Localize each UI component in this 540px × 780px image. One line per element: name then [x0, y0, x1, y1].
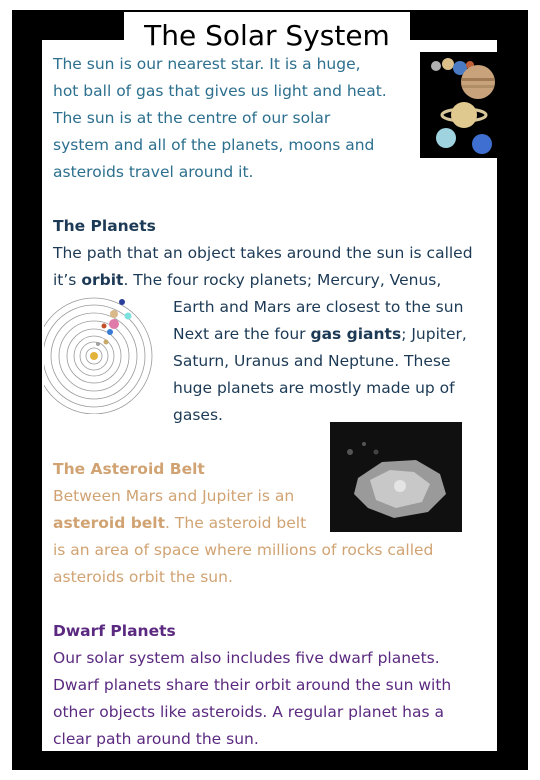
planets-line-2: it’s orbit. The four rocky planets; Mercury, Venus,	[53, 271, 442, 289]
planets-heading: The Planets	[53, 217, 156, 235]
asteroid-line-2: asteroid belt. The asteroid belt	[53, 514, 307, 532]
asteroid-heading: The Asteroid Belt	[53, 460, 205, 478]
planets-line-5: Saturn, Uranus and Neptune. These	[173, 352, 451, 370]
asteroid-line-3: is an area of space where millions of rocks called	[53, 541, 434, 559]
orbit-term: orbit	[81, 271, 124, 289]
gas-giants-term: gas giants	[310, 325, 402, 343]
planets-line-6: huge planets are mostly made up of	[173, 379, 455, 397]
asteroid-belt-term: asteroid belt	[53, 514, 166, 532]
asteroid-image	[330, 422, 462, 532]
page-title: The Solar System	[144, 19, 390, 52]
intro-line-1: The sun is our nearest star. It is a huge,	[53, 55, 361, 73]
planets-line-3: Earth and Mars are closest to the sun	[173, 298, 464, 316]
intro-line-4: system and all of the planets, moons and	[53, 136, 375, 154]
dwarf-heading: Dwarf Planets	[53, 622, 176, 640]
intro-line-3: The sun is at the centre of our solar	[53, 109, 331, 127]
planets-image	[420, 52, 504, 158]
asteroid-line-1: Between Mars and Jupiter is an	[53, 487, 295, 505]
dwarf-line-4: clear path around the sun.	[53, 730, 259, 748]
asteroid-line-4: asteroids orbit the sun.	[53, 568, 233, 586]
intro-line-2: hot ball of gas that gives us light and heat.	[53, 82, 387, 100]
dwarf-line-2: Dwarf planets share their orbit around the sun with	[53, 676, 452, 694]
intro-line-5: asteroids travel around it.	[53, 163, 254, 181]
planets-line-1: The path that an object takes around the sun is called	[53, 244, 473, 262]
planets-line-7: gases.	[173, 406, 223, 424]
dwarf-line-1: Our solar system also includes five dwarf planets.	[53, 649, 440, 667]
dwarf-line-3: other objects like asteroids. A regular planet has a	[53, 703, 444, 721]
orbit-diagram-image	[44, 296, 156, 414]
planets-line-4: Next are the four gas giants; Jupiter,	[173, 325, 467, 343]
